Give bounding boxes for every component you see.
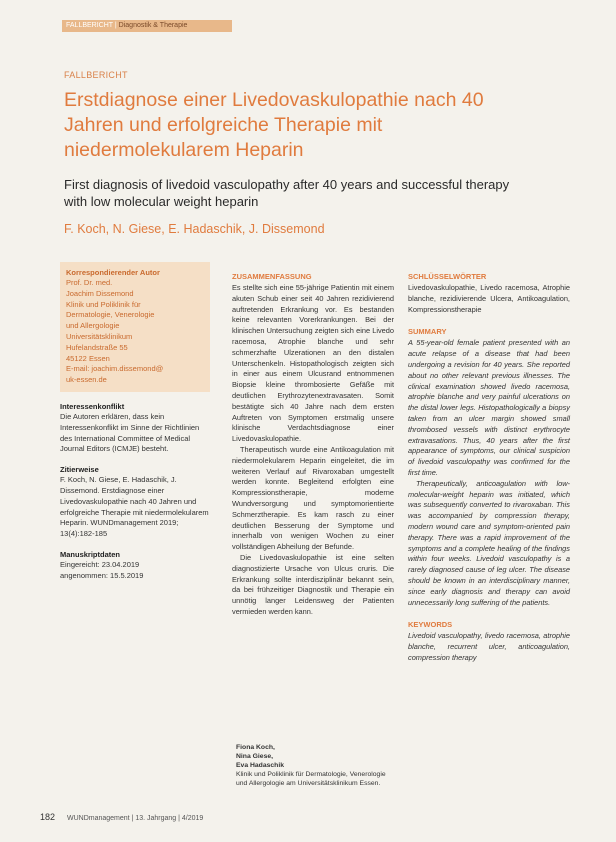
correspondence-box bbox=[60, 262, 210, 392]
accepted-date: angenommen: 15.5.2019 bbox=[60, 570, 144, 580]
header-section: FALLBERICHT bbox=[66, 22, 113, 29]
citation-title: Zitierweise bbox=[60, 465, 99, 475]
keywords-en-heading: KEYWORDS bbox=[408, 620, 453, 630]
summary-en-paragraph: A 55-year-old female patient presented with an acute relapse of a disease that had been undergoing a revision for 40 years. She reported about no other relevant previous illnesses. The clinical examination showed livedo racemosa, atrophie blanche and very painful ulcerations on the distal lower legs. Histopathologically a biopsy taken from an ulcer margin showed small thrombosed vessels with distinct erythrocyte extravasations. Thus, 40 years after the first appearance of symptoms, our clinical suspicion of livedoid vasculopathy was confirmed for the first time. bbox=[408, 338, 570, 477]
dates-title: Manuskriptdaten bbox=[60, 549, 121, 559]
article-title: Erstdiagnose einer Livedovaskulopathie nach 40 Jahren und erfolgreiche Therapie mit niedermolekularem Heparin bbox=[64, 89, 484, 161]
summary-de-paragraph: Therapeutisch wurde eine Antikoagulation mit niedermolekularem Heparin eingeleitet, die im weiteren Verlauf auf Rivaroxaban umgestellt werden konnte. Begleitend erfolgten eine Kompressionstherapie, moderne Wundversorgung und symptomorientierte Schmerztherapie. Es kam rasch zu einer deutlichen Besserung der Symptome und innerhalb von wenigen Wochen zu einer vollständigen Abheilung der Befunde. bbox=[232, 444, 394, 552]
affiliation-name: Eva Hadaschik bbox=[236, 762, 284, 769]
affiliation-text: Klinik und Poliklinik für Dermatologie, Venerologie und Allergologie am Universitätsklinikum Essen. bbox=[236, 771, 386, 787]
correspondence-line: Klinik und Poliklinik für bbox=[66, 299, 141, 309]
correspondence-line: 45122 Essen bbox=[66, 353, 110, 363]
correspondence-email: E-mail: joachim.dissemond@ bbox=[66, 364, 164, 374]
article-authors: F. Koch, N. Giese, E. Hadaschik, J. Dissemond bbox=[64, 222, 325, 236]
received-date: Eingereicht: 23.04.2019 bbox=[60, 559, 140, 569]
affiliation-name: Nina Giese, bbox=[236, 753, 274, 760]
article-kicker: FALLBERICHT bbox=[64, 70, 128, 80]
correspondence-line: und Allergologie bbox=[66, 321, 120, 331]
article-subtitle: First diagnosis of livedoid vasculopathy after 40 years and successful therapy with low molecular weight heparin bbox=[64, 177, 510, 209]
keywords-en-text: Livedoid vasculopathy, livedo racemosa, atrophie blanche, recurrent ulcer, anticoagulation, compression therapy bbox=[408, 631, 570, 662]
right-column bbox=[408, 272, 570, 664]
affiliation-name: Fiona Koch, bbox=[236, 744, 275, 751]
header-bar: FALLBERICHT | Diagnostik & Therapie bbox=[62, 20, 232, 32]
page-number: 182 bbox=[40, 812, 56, 822]
summary-en-heading: SUMMARY bbox=[408, 327, 447, 337]
conflict-title: Interessenkonflikt bbox=[60, 401, 125, 411]
affiliation-block bbox=[236, 743, 386, 788]
page-footer bbox=[40, 812, 203, 822]
correspondence-line: Dermatologie, Venerologie bbox=[66, 310, 155, 320]
correspondence-title: Korrespondierender Autor bbox=[66, 268, 160, 277]
summary-de-paragraph: Die Livedovaskulopathie ist eine selten diagnostizierte Ursache von Ulcus cruris. Die Erkrankung sollte interdisziplinär bekannt sein, da bei frühzeitiger Diagnostik und Therapie ein unnötig langer Leidensweg der Patienten vermieden werden kann. bbox=[232, 552, 394, 616]
summary-de-heading: ZUSAMMENFASSUNG bbox=[232, 272, 312, 281]
keywords-de-text: Livedovaskulopathie, Livedo racemosa, Atrophie blanche, rezidivierende Ulcera, Antikoagulation, Kompressionstherapie bbox=[408, 283, 570, 314]
journal-info: WUNDmanagement | 13. Jahrgang | 4/2019 bbox=[66, 815, 204, 822]
correspondence-line: Universitätsklinikum bbox=[66, 331, 133, 341]
correspondence-line: Hufelandstraße 55 bbox=[66, 342, 128, 352]
german-abstract-column bbox=[232, 272, 394, 618]
correspondence-line: Prof. Dr. med. bbox=[66, 278, 113, 287]
citation-text: F. Koch, N. Giese, E. Hadaschik, J. Dissemond. Erstdiagnose einer Livedovaskulopathie nach 40 Jahren und erfolgreiche Therapie mit niedermolekularem Heparin. WUNDmanagement 2019; 13(4):182-185 bbox=[60, 475, 209, 539]
summary-de-paragraph: Es stellte sich eine 55-jährige Patientin mit einem akuten Schub einer seit 40 Jahren rezidivierend auftretenden Erkrankung vor. Es bestanden keine relevanten Vorerkrankungen. Bei der klinischen Untersuchung zeigten sich eine Livedo racemosa, Atrophie blanche und sehr schmerzhafte Ulzerationen an den distalen Unterschenkeln. Histopathologisch zeigten sich in einer aus einem Ulcusrand entnommenen Biopsie kleine thrombosierte Gefäße mit deutlichen Erythrozytenextravasaten. Somit bestätigte sich 40 Jahre nach dem ersten Auftreten von Symptomen erstmalig unsere klinische Verdachtsdiagnose einer Livedovaskulopathie. bbox=[232, 283, 394, 444]
sidebar bbox=[60, 262, 210, 582]
header-topic: Diagnostik & Therapie bbox=[118, 22, 188, 29]
correspondence-email: uk-essen.de bbox=[66, 375, 107, 385]
correspondence-line: Joachim Dissemond bbox=[66, 288, 134, 298]
summary-en-paragraph: Therapeutically, anticoagulation with low-molecular-weight heparin was initiated, which was subsequently converted to rivaroxaban. This was accompanied by compression therapy, modern wound care and symptom-oriented pain therapy. There was a rapid improvement of the symptoms and a complete healing of the findings within four weeks. Livedoid vasculopathy is a rarely diagnosed cause of leg ulcer. The disease should be known in an interdisciplinary manner, since early diagnosis and therapy can avoid unnecessarily long suffering of the patients. bbox=[408, 478, 570, 607]
conflict-text: Die Autoren erklären, dass kein Interessenkonflikt im Sinne der Richtlinien des International Committee of Medical Journal Editors (ICMJE) besteht. bbox=[60, 411, 200, 454]
keywords-de-heading: SCHLÜSSELWÖRTER bbox=[408, 272, 487, 281]
